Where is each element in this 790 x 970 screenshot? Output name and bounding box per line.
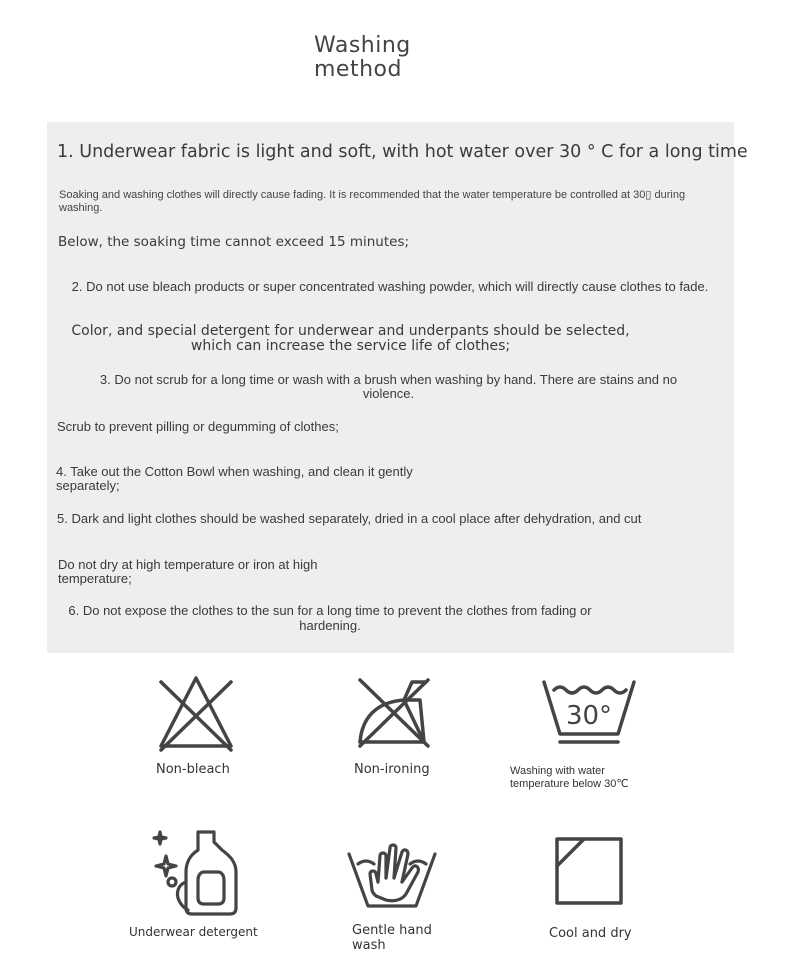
non-ironing-label: Non-ironing <box>354 762 430 777</box>
instruction-3-detail: Scrub to prevent pilling or degumming of clothes; <box>57 419 339 434</box>
instruction-6: 6. Do not expose the clothes to the sun for a long time to prevent the clothes from fading or hardening. <box>68 603 592 633</box>
instruction-2-detail: Color, and special detergent for underwear and underpants should be selected, which can increase the service life of clothes; <box>71 323 630 354</box>
instruction-1-limit: Below, the soaking time cannot exceed 15 minutes; <box>58 234 410 250</box>
wash-30-label: Washing with water temperature below 30℃ <box>510 765 629 790</box>
wash-30-icon <box>540 676 638 746</box>
cool-dry-icon <box>554 836 624 906</box>
wash-temp-text: 30° <box>565 701 613 731</box>
instruction-1-detail: Soaking and washing clothes will directly cause fading. It is recommended that the water temperature be controlled at 30▯ during washing. <box>59 189 686 214</box>
instruction-4: 4. Take out the Cotton Bowl when washing, and clean it gently separately; <box>56 464 413 493</box>
detergent-label: Underwear detergent <box>129 925 258 939</box>
instructions-panel <box>47 122 748 653</box>
hand-wash-icon <box>346 834 438 910</box>
non-bleach-label: Non-bleach <box>156 762 230 777</box>
page-title <box>314 34 411 82</box>
instruction-1: 1. Underwear fabric is light and soft, with hot water over 30 ° C for a long time <box>57 142 748 162</box>
instruction-5-detail: Do not dry at high temperature or iron at high temperature; <box>58 557 318 586</box>
cool-dry-label: Cool and dry <box>549 926 632 941</box>
instruction-5: 5. Dark and light clothes should be washed separately, dried in a cool place after dehydration, and cut <box>57 511 642 526</box>
non-bleach-icon <box>155 672 237 754</box>
instruction-3: 3. Do not scrub for a long time or wash with a brush when washing by hand. There are stains and no violence. <box>99 372 678 401</box>
detergent-bottle-icon <box>152 828 240 916</box>
non-ironing-icon <box>354 674 434 752</box>
hand-wash-label: Gentle hand wash <box>352 923 432 953</box>
title-line-2: method <box>314 57 402 82</box>
instruction-2: 2. Do not use bleach products or super concentrated washing powder, which will directly cause clothes to fade. <box>71 279 709 294</box>
title-line-1: Washing <box>314 33 411 58</box>
